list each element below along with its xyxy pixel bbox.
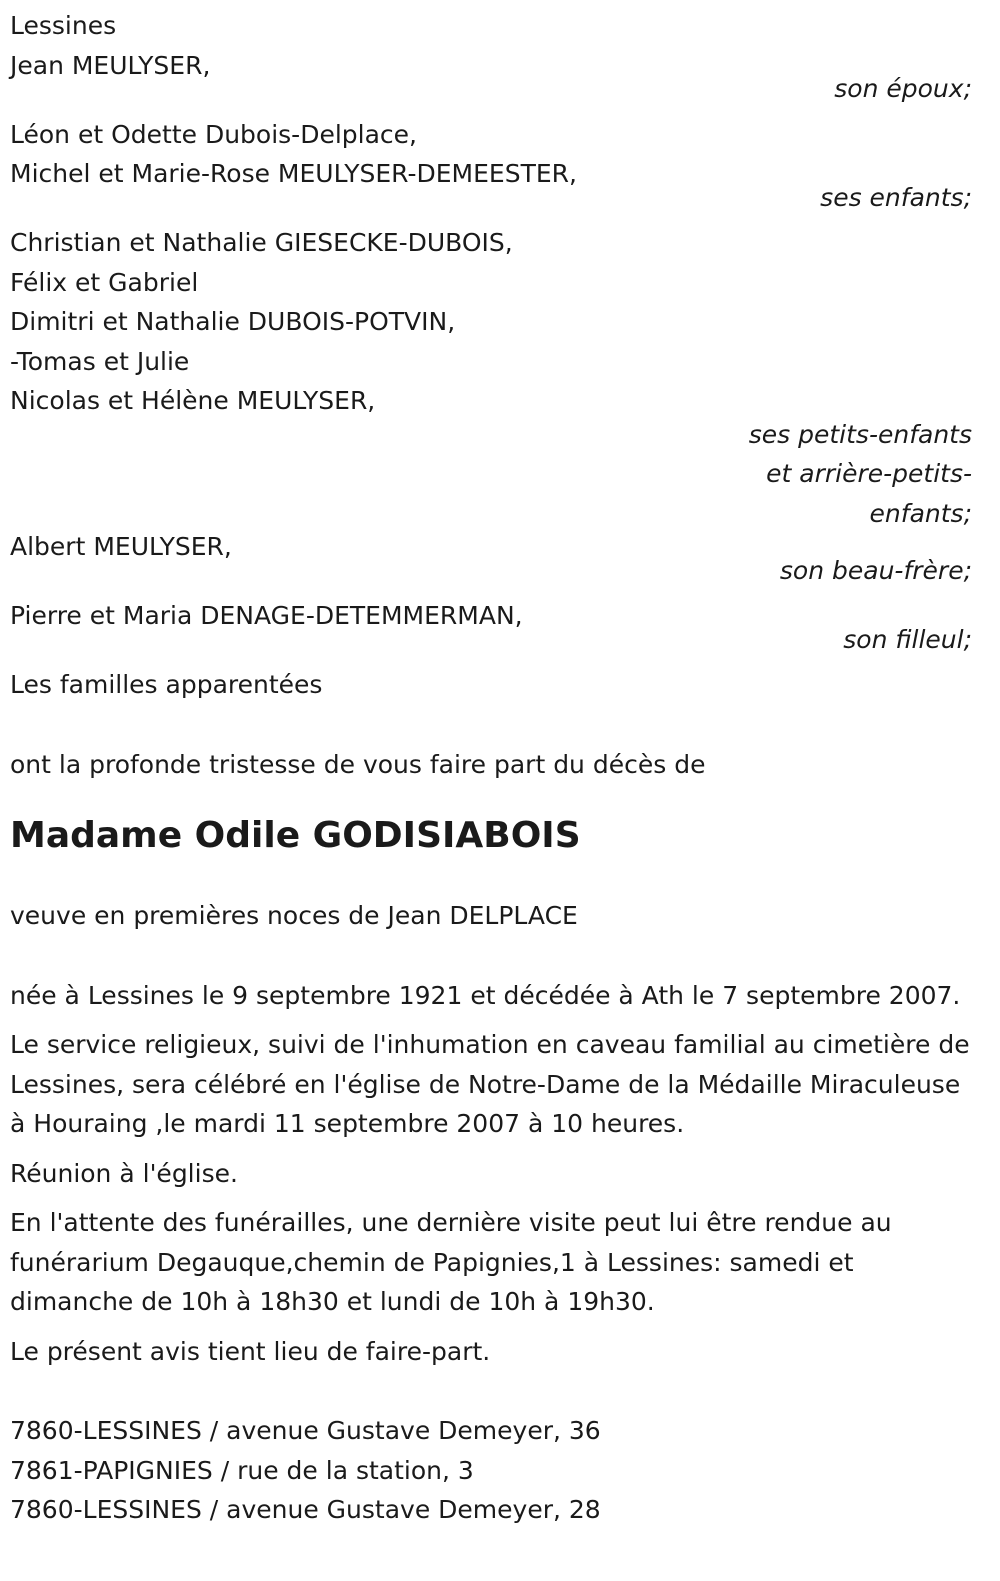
brother-in-law-role: son beau-frère; <box>779 555 972 585</box>
grandchild-line: Dimitri et Nathalie DUBOIS-POTVIN, <box>10 307 456 336</box>
address-line: 7860-LESSINES / avenue Gustave Demeyer, 36 <box>10 1416 601 1445</box>
service-paragraph: Le service religieux, suivi de l'inhumation en caveau familial au cimetière de Lessines, sera célébré en l'église de Notre-Dame de la Médaille Miraculeuse à Houraing ,le mardi 11 septembre 2007 à 10 heures. <box>10 1030 970 1138</box>
deceased-name: Madame Odile GODISIABOIS <box>10 815 581 856</box>
children-role: ses enfants; <box>820 182 972 212</box>
address-list <box>10 1411 990 1530</box>
grandchildren-role-line: ses petits-enfants <box>748 419 972 449</box>
reunion-paragraph: Réunion à l'église. <box>10 1158 238 1188</box>
grandchild-line: -Tomas et Julie <box>10 346 190 376</box>
grandchild-line: Christian et Nathalie GIESECKE-DUBOIS, <box>10 228 513 257</box>
grandchild-line: Nicolas et Hélène MEULYSER, <box>10 386 376 415</box>
notice-paragraph: Le présent avis tient lieu de faire-part. <box>10 1336 491 1366</box>
grandchildren-role <box>10 415 990 534</box>
spouse-role: son époux; <box>834 74 972 103</box>
brother-in-law-name: Albert MEULYSER, <box>10 532 232 561</box>
grandchild-line: Félix et Gabriel <box>10 267 199 297</box>
godson-name: Pierre et Maria DENAGE-DETEMMERMAN, <box>10 601 523 630</box>
birth-death-paragraph: née à Lessines le 9 septembre 1921 et décédée à Ath le 7 septembre 2007. <box>10 980 961 1010</box>
grandchildren-role-line: et arrière-petits- <box>766 459 972 488</box>
families-text: Les familles apparentées <box>10 670 323 699</box>
child-line: Michel et Marie-Rose MEULYSER-DEMEESTER, <box>10 159 577 188</box>
address-line: 7861-PAPIGNIES / rue de la station, 3 <box>10 1455 474 1485</box>
location-text: Lessines <box>10 11 117 40</box>
widow-of-text: veuve en premières noces de Jean DELPLACE <box>10 901 578 930</box>
child-line: Léon et Odette Dubois-Delplace, <box>10 119 417 149</box>
visit-paragraph: En l'attente des funérailles, une dernière visite peut lui être rendue au funérarium Degauque,chemin de Papignies,1 à Lessines: samedi et dimanche de 10h à 18h30 et lundi de 10h à 19h30. <box>10 1208 892 1316</box>
spouse-name: Jean MEULYSER, <box>10 50 211 80</box>
grandchildren-role-line: enfants; <box>869 498 972 528</box>
address-line: 7860-LESSINES / avenue Gustave Demeyer, 28 <box>10 1495 601 1524</box>
grandchildren-group <box>10 223 990 421</box>
announcement-text: ont la profonde tristesse de vous faire part du décès de <box>10 749 706 779</box>
godson-role: son filleul; <box>843 624 972 654</box>
